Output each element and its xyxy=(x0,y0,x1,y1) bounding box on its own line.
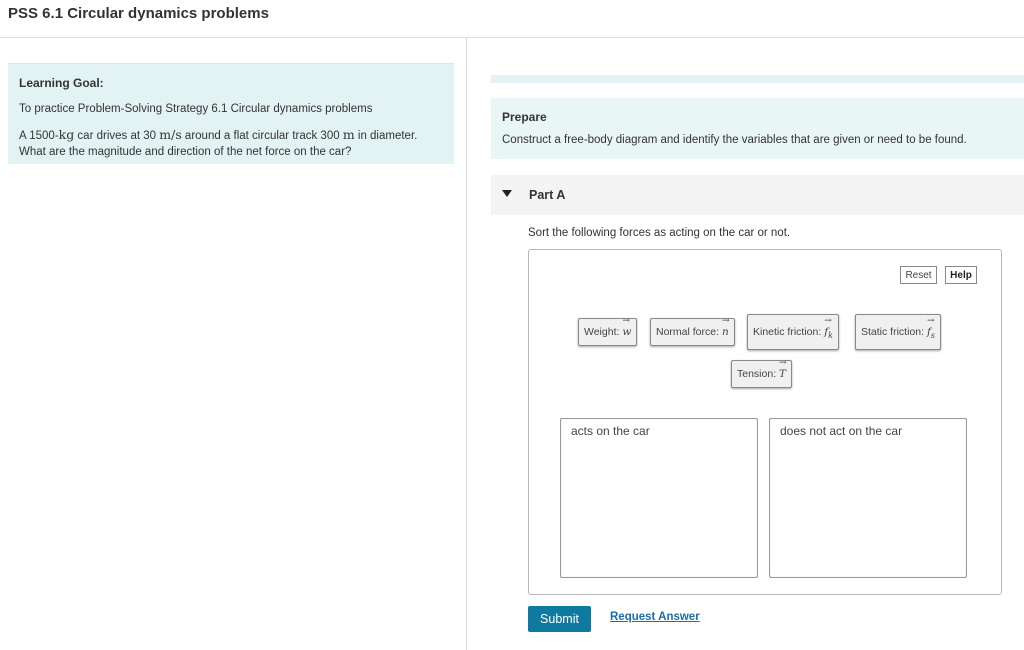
learning-goal-panel xyxy=(8,63,454,164)
prepare-text: Construct a free-body diagram and identify the variables that are given or need to be found. xyxy=(502,134,967,146)
chip-static-friction[interactable]: Static friction: → $f_s$ xyxy=(855,314,941,350)
learning-goal-text: To practice Problem-Solving Strategy 6.1 Circular dynamics problems xyxy=(19,103,373,115)
sorting-widget xyxy=(528,249,1002,595)
request-answer-link[interactable]: Request Answer xyxy=(610,611,700,623)
column-divider xyxy=(466,38,467,650)
prepare-panel xyxy=(491,98,1024,159)
chip-kinetic-friction[interactable]: Kinetic friction: → $f_k$ xyxy=(747,314,839,350)
chip-tension[interactable]: Tension: → T xyxy=(731,360,792,388)
drop-zone-does-not-act[interactable] xyxy=(769,418,967,578)
drop-zone-acts-on-car[interactable] xyxy=(560,418,758,578)
collapse-caret-icon[interactable] xyxy=(502,190,512,197)
page-title: PSS 6.1 Circular dynamics problems xyxy=(8,5,269,22)
help-button[interactable]: Help xyxy=(945,266,977,284)
drop-zone-label: acts on the car xyxy=(562,420,659,442)
submit-button[interactable]: Submit xyxy=(528,606,591,632)
drop-zone-label: does not act on the car xyxy=(771,420,911,442)
top-accent-bar xyxy=(491,75,1024,83)
part-a-header[interactable] xyxy=(491,175,1024,215)
problem-statement: A 1500-kg car drives at 30 m/s around a flat circular track 300 m in diameter. What are the magnitude and direction of the net force on the car? xyxy=(19,127,418,158)
chip-weight[interactable]: Weight: → w xyxy=(578,318,637,346)
learning-goal-heading: Learning Goal: xyxy=(19,76,104,90)
page-header xyxy=(0,0,1024,38)
prepare-heading: Prepare xyxy=(502,110,547,124)
chip-normal-force[interactable]: Normal force: → n xyxy=(650,318,735,346)
reset-button[interactable]: Reset xyxy=(900,266,937,284)
part-a-label: Part A xyxy=(529,188,566,202)
part-a-instruction: Sort the following forces as acting on the car or not. xyxy=(528,227,791,239)
